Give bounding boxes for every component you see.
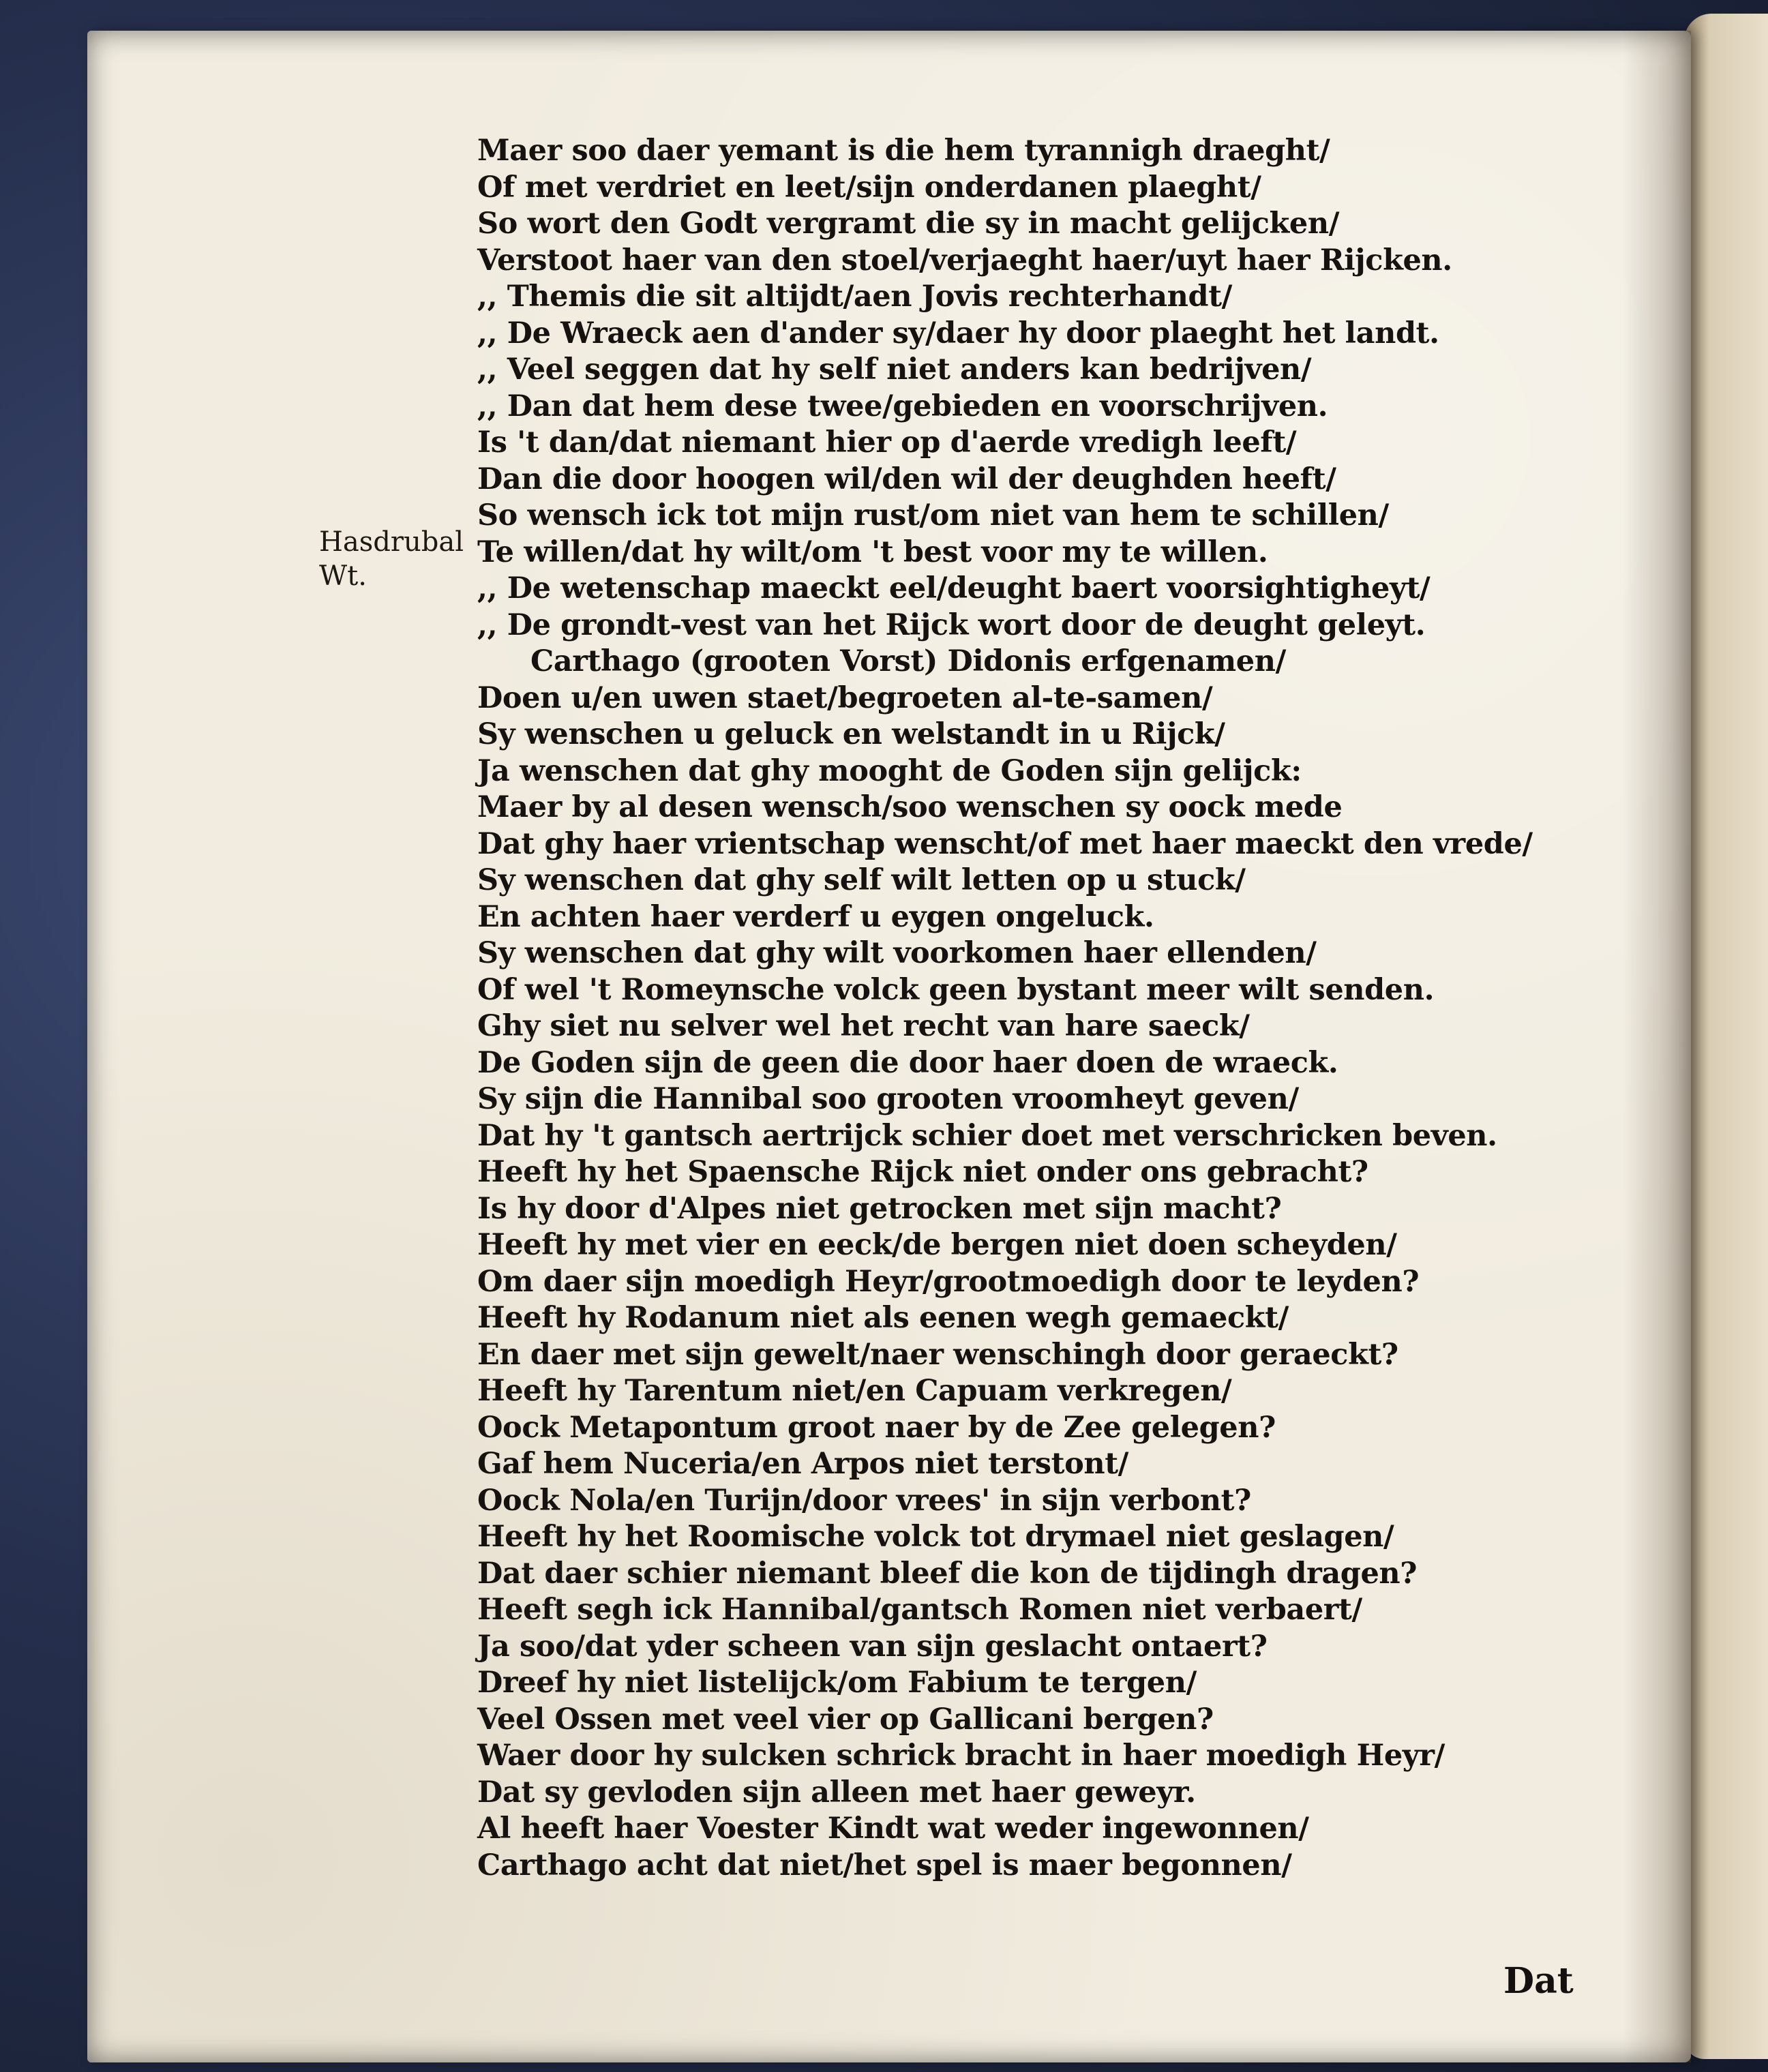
verse-line: Oock Metapontum groot naer by de Zee gelegen? [477, 1410, 1276, 1445]
verse-line: Is 't dan/dat niemant hier op d'aerde vredigh leeft/ [477, 425, 1297, 460]
verse-line: En achten haer verderf u eygen ongeluck. [477, 899, 1154, 934]
verse-line: Dat ghy haer vrientschap wenscht/of met haer maeckt den vrede/ [477, 826, 1533, 861]
verse-line: ,, Veel seggen dat hy self niet anders kan bedrijven/ [477, 352, 1312, 387]
catchword: Dat [1503, 1960, 1574, 2002]
verse-line: Dan die door hoogen wil/den wil der deughden heeft/ [477, 462, 1336, 496]
verse-line: So wort den Godt vergramt die sy in macht gelijcken/ [477, 207, 1340, 241]
verse-line: Heeft hy het Spaensche Rijck niet onder ons gebracht? [477, 1155, 1368, 1189]
verse-line: ,, Themis die sit altijdt/aen Jovis rechterhandt/ [477, 280, 1232, 314]
verse-line: Heeft hy Rodanum niet als eenen wegh gemaeckt/ [477, 1301, 1289, 1335]
verse-line: ,, De grondt-vest van het Rijck wort door de deught geleyt. [477, 607, 1426, 642]
facing-page-edge [1684, 14, 1768, 2059]
verse-line: Te willen/dat hy wilt/om 't best voor my te willen. [477, 535, 1268, 569]
verse-line: Is hy door d'Alpes niet getrocken met sijn macht? [477, 1191, 1282, 1226]
verse-line: Sy wenschen u geluck en welstandt in u Rijck/ [477, 717, 1225, 751]
verse-line: ,, De Wraeck aen d'ander sy/daer hy door plaeght het landt. [477, 316, 1439, 350]
verse-line: Sy wenschen dat ghy wilt voorkomen haer ellenden/ [477, 936, 1317, 970]
verse-line: Gaf hem Nuceria/en Arpos niet terstont/ [477, 1447, 1128, 1481]
verse-line: Dat daer schier niemant bleef die kon de tijdingh dragen? [477, 1556, 1418, 1591]
verse-line: De Goden sijn de geen die door haer doen de wraeck. [477, 1045, 1338, 1080]
verse-line: Oock Nola/en Turijn/door vrees' in sijn verbont? [477, 1483, 1251, 1518]
verse-line: Carthago (grooten Vorst) Didonis erfgenamen/ [530, 644, 1286, 678]
verse-line: Ja soo/dat yder scheen van sijn geslacht ontaert? [477, 1629, 1268, 1664]
verse-line: Dreef hy niet listelijck/om Fabium te tergen/ [477, 1666, 1197, 1700]
verse-line: Heeft hy met vier en eeck/de bergen niet doen scheyden/ [477, 1228, 1397, 1262]
verse-line: Heeft hy Tarentum niet/en Capuam verkregen/ [477, 1374, 1232, 1408]
verse-line: Sy wenschen dat ghy self wilt letten op u stuck/ [477, 863, 1246, 897]
verse-line: Carthago acht dat niet/het spel is maer begonnen/ [477, 1848, 1292, 1882]
verse-block [477, 133, 1541, 1884]
verse-line: Veel Ossen met veel vier op Gallicani bergen? [477, 1702, 1214, 1737]
speaker-note [319, 525, 464, 593]
verse-line: So wensch ick tot mijn rust/om niet van hem te schillen/ [477, 498, 1389, 532]
verse-line: Of wel 't Romeynsche volck geen bystant meer wilt senden. [477, 972, 1435, 1007]
verse-line: Dat hy 't gantsch aertrijck schier doet met verschricken beven. [477, 1118, 1497, 1153]
verse-line: Of met verdriet en leet/sijn onderdanen plaeght/ [477, 170, 1261, 205]
verse-line: Waer door hy sulcken schrick bracht in haer moedigh Heyr/ [477, 1739, 1445, 1773]
verse-line: Heeft hy het Roomische volck tot drymael niet geslagen/ [477, 1520, 1394, 1554]
verse-line: Doen u/en uwen staet/begroeten al-te-samen/ [477, 680, 1213, 715]
verse-line: Ja wenschen dat ghy mooght de Goden sijn gelijck: [477, 753, 1302, 788]
verse-line: Verstoot haer van den stoel/verjaeght haer/uyt haer Rijcken. [477, 243, 1452, 277]
verse-line: Heeft segh ick Hannibal/gantsch Romen niet verbaert/ [477, 1593, 1362, 1627]
verse-line: Maer by al desen wensch/soo wenschen sy oock mede [477, 790, 1343, 824]
verse-line: Dat sy gevloden sijn alleen met haer geweyr. [477, 1775, 1196, 1810]
verse-line: Sy sijn die Hannibal soo grooten vroomheyt geven/ [477, 1082, 1299, 1116]
verse-line: ,, De wetenschap maeckt eel/deught baert voorsightigheyt/ [477, 571, 1430, 605]
speaker-name: Hasdrubal [319, 526, 464, 558]
gutter-shadow [1623, 31, 1691, 2062]
verse-line: Maer soo daer yemant is die hem tyrannigh draeght/ [477, 134, 1330, 168]
verse-line: Ghy siet nu selver wel het recht van hare saeck/ [477, 1009, 1250, 1043]
verse-line: Om daer sijn moedigh Heyr/grootmoedigh door te leyden? [477, 1264, 1420, 1299]
verse-line: Al heeft haer Voester Kindt wat weder ingewonnen/ [477, 1812, 1309, 1846]
verse-line: ,, Dan dat hem dese twee/gebieden en voorschrijven. [477, 389, 1328, 423]
speaker-cue: Wt. [319, 560, 367, 592]
verse-line: En daer met sijn gewelt/naer wenschingh door geraeckt? [477, 1337, 1398, 1372]
